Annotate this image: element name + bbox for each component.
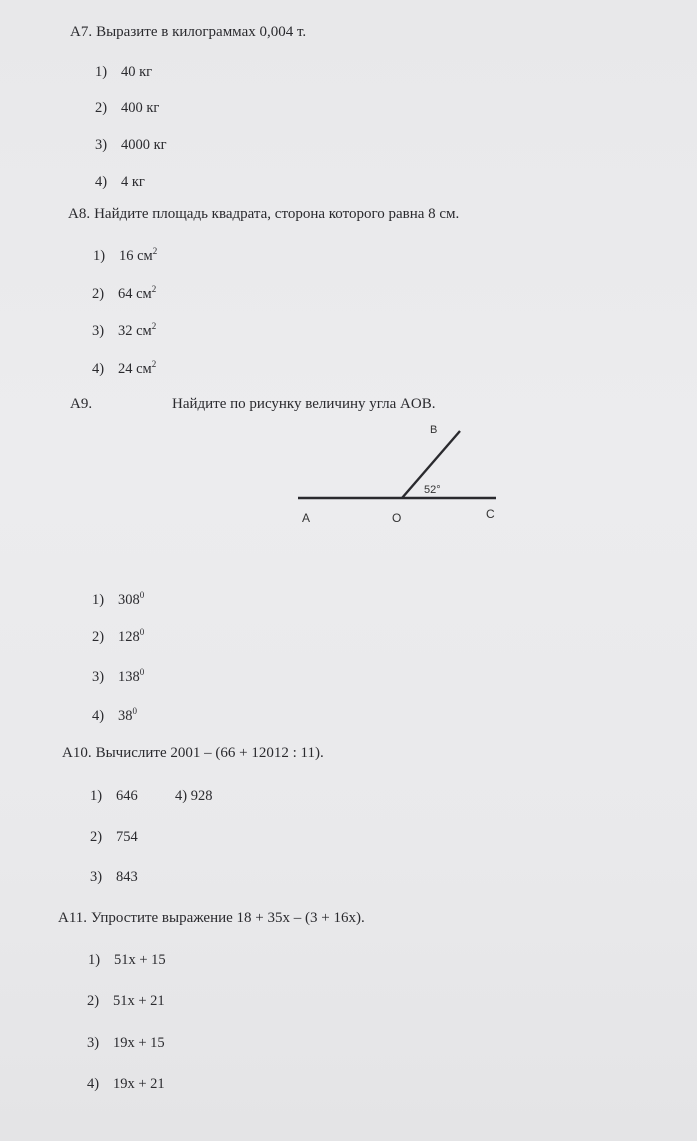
question-number: А11.	[58, 910, 88, 926]
option: 1) 16 $см^2$	[93, 246, 158, 264]
question-number-a9: А9.	[70, 396, 93, 412]
option: 1) 40 кг	[95, 64, 153, 80]
option: 4) 928	[175, 788, 213, 804]
option: 3) 843	[90, 869, 138, 885]
option: 3) 32 $см^2$	[92, 321, 157, 339]
question-text: Вычислите 2001 – (66 + 12012 : 11).	[95, 745, 324, 761]
question-text-a9: Найдите по рисунку величину угла AOB.	[172, 396, 436, 412]
option: 2) $128^0$	[92, 627, 145, 645]
question-text: Упростите выражение 18 + 35х – (3 + 16х).	[91, 910, 365, 926]
option: 1) 646	[90, 788, 138, 804]
option: 4) $38^0$	[92, 706, 137, 724]
question-a10	[62, 745, 324, 762]
option: 3) 4000 кг	[95, 137, 167, 153]
label-angle: 52°	[424, 484, 441, 496]
option: 1) $308^0$	[92, 590, 145, 608]
option: 3) 19х + 15	[87, 1035, 165, 1051]
question-number: А8.	[68, 206, 91, 222]
question-a11	[58, 910, 365, 927]
option: 2) 51х + 21	[87, 993, 165, 1009]
label-b: B	[430, 424, 438, 436]
angle-figure	[290, 418, 510, 528]
option: 2) 64 $см^2$	[92, 284, 157, 302]
question-number: А10.	[62, 745, 92, 761]
option: 1) 51х + 15	[88, 952, 166, 968]
option: 4) 24 $см^2$	[92, 359, 157, 377]
question-a8	[68, 206, 459, 223]
option: 4) 4 кг	[95, 174, 145, 190]
question-a7	[70, 24, 306, 41]
question-text: Выразите в килограммах 0,004 т.	[96, 24, 307, 40]
option: 4) 19х + 21	[87, 1076, 165, 1092]
label-c: C	[486, 507, 495, 521]
question-text: Найдите площадь квадрата, сторона которого равна 8 см.	[94, 206, 460, 222]
label-a: A	[302, 511, 311, 525]
option: 3) $138^0$	[92, 667, 145, 685]
label-o: O	[392, 511, 402, 525]
question-number: А7.	[70, 24, 93, 40]
option: 2) 754	[90, 829, 138, 845]
option: 2) 400 кг	[95, 100, 160, 116]
